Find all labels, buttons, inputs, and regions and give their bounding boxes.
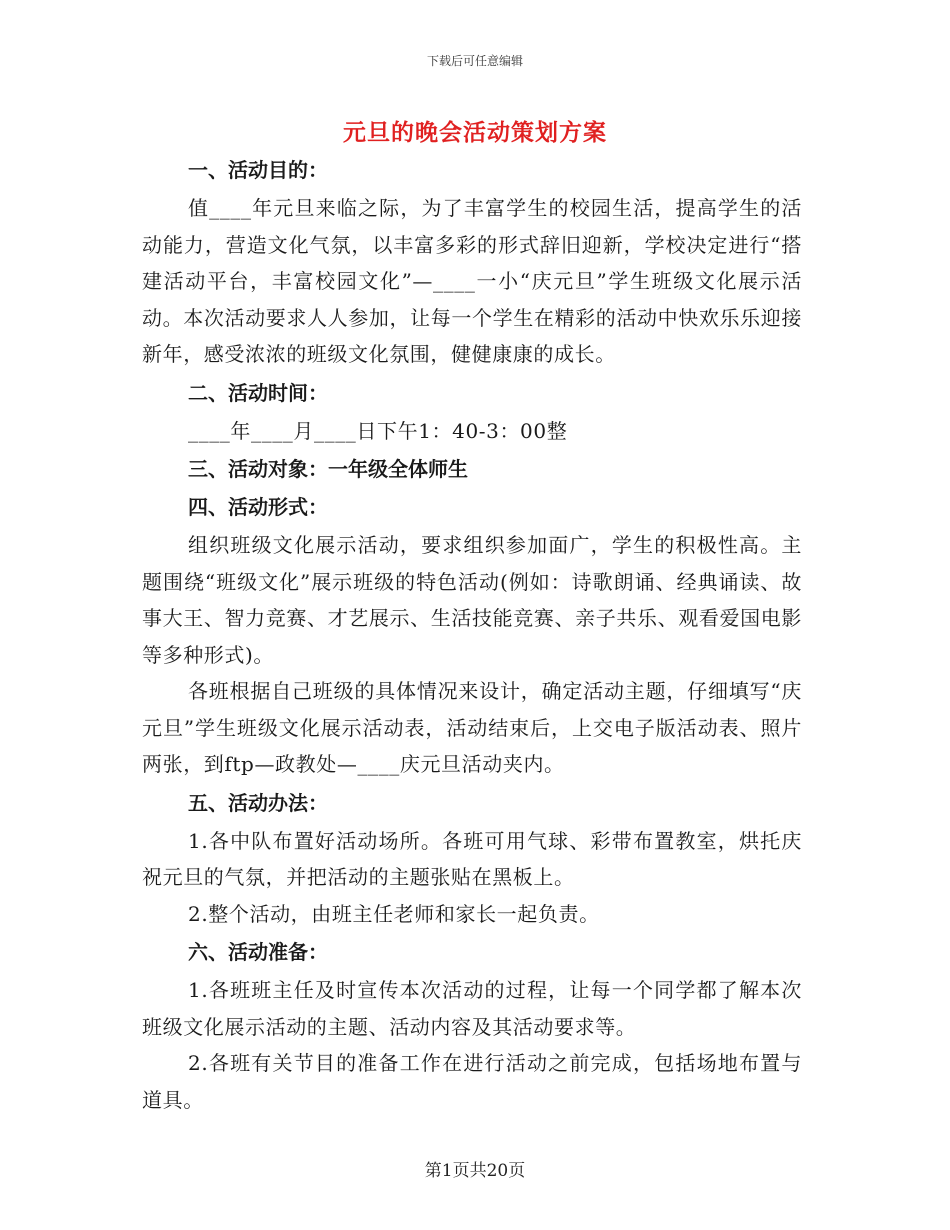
section-heading-preparation: 六、活动准备： — [188, 940, 328, 964]
section-heading-time: 二、活动时间： — [188, 380, 328, 405]
page-footer: 第1页共20页 — [424, 1161, 526, 1181]
header-note: 下载后可任意编辑 — [426, 54, 523, 68]
document-title: 元旦的晚会活动策划方案 — [343, 119, 607, 146]
paragraph-method-1: 1.各中队布置好活动场所。各班可用气球、彩带布置教室，烘托庆祝元旦的气氛，并把活动的主题张贴在黑板上。 — [142, 828, 802, 889]
section-heading-audience: 三、活动对象：一年级全体师生 — [188, 457, 468, 481]
section-heading-format: 四、活动形式： — [188, 495, 328, 519]
section-heading-purpose: 一、活动目的： — [188, 158, 328, 182]
document-body — [142, 150, 802, 1118]
paragraph-time: ____年____月____日下午1：40-3：00整 — [188, 418, 568, 443]
paragraph-preparation-1: 1.各班班主任及时宣传本次活动的过程，让每一个同学都了解本次班级文化展示活动的主题、活动内容及其活动要求等。 — [142, 978, 802, 1039]
paragraph-purpose: 值____年元旦来临之际，为了丰富学生的校园生活，提高学生的活动能力，营造文化气氛，以丰富多彩的形式辞旧迎新，学校决定进行“搭建活动平台，丰富校园文化”—____一小“庆元旦”学生班级文化展示活动。本次活动要求人人参加，让每一个学生在精彩的活动中快欢乐乐迎接新年，感受浓浓的班级文化氛围，健健康康的成长。 — [142, 196, 802, 366]
paragraph-method-2: 2.整个活动，由班主任老师和家长一起负责。 — [188, 901, 600, 926]
paragraph-preparation-2: 2.各班有关节目的准备工作在进行活动之前完成，包括场地布置与道具。 — [142, 1051, 802, 1112]
paragraph-format-2: 各班根据自己班级的具体情况来设计，确定活动主题，仔细填写“庆元旦”学生班级文化展示活动表，活动结束后，上交电子版活动表、照片两张，到ftp—政教处—____庆元旦活动夹内。 — [142, 679, 802, 776]
section-heading-method: 五、活动办法： — [188, 790, 328, 815]
paragraph-format-1: 组织班级文化展示活动，要求组织参加面广，学生的积极性高。主题围绕“班级文化”展示班级的特色活动(例如：诗歌朗诵、经典诵读、故事大王、智力竞赛、才艺展示、生活技能竞赛、亲子共乐、观看爱国电影等多种形式)。 — [142, 533, 802, 667]
